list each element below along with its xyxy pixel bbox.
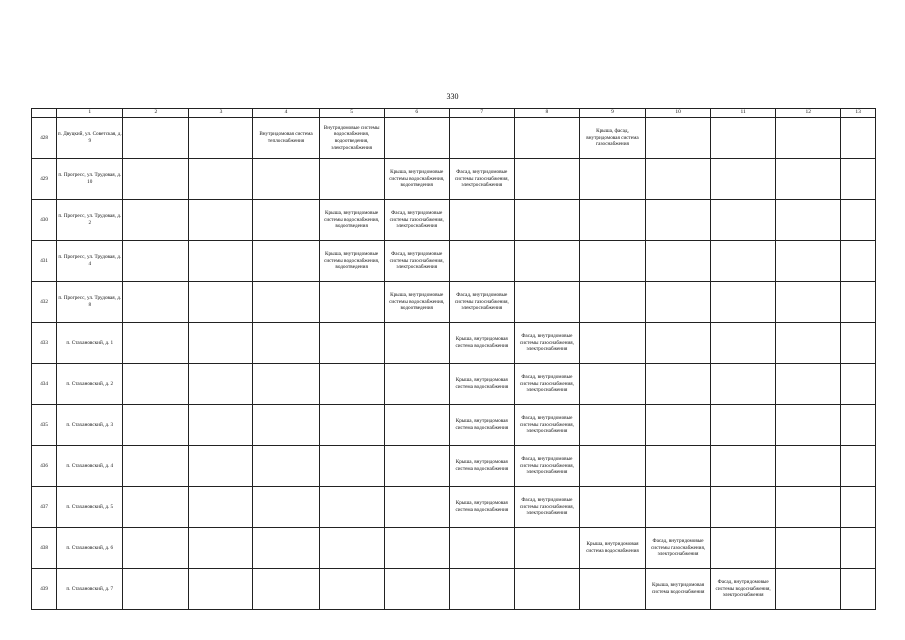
work-cell (253, 200, 319, 241)
table-body (32, 109, 876, 610)
work-cell (646, 487, 711, 528)
work-cell (449, 241, 514, 282)
work-cell (384, 364, 449, 405)
work-cell (253, 323, 319, 364)
row-number-cell: 433 (32, 323, 57, 364)
work-cell (841, 323, 876, 364)
header-cell: 7 (449, 109, 514, 118)
work-cell (319, 323, 384, 364)
work-cell (319, 487, 384, 528)
work-cell (253, 241, 319, 282)
work-cell (189, 405, 253, 446)
work-cell (449, 528, 514, 569)
row-number-cell: 431 (32, 241, 57, 282)
work-cell (123, 405, 189, 446)
table-row (32, 405, 876, 446)
work-cell (189, 528, 253, 569)
work-cell (514, 241, 579, 282)
work-cell (253, 282, 319, 323)
work-cell (123, 241, 189, 282)
work-cell (384, 446, 449, 487)
address-cell: п. Прогресс, ул. Трудовая, д. 4 (57, 241, 123, 282)
work-cell: Крыша, внутридомовые системы водоснабжения, водоотведения (384, 282, 449, 323)
work-cell (646, 118, 711, 159)
work-cell (579, 282, 645, 323)
work-cell (319, 569, 384, 610)
address-cell: п. Прогресс, ул. Трудовая, д. 10 (57, 159, 123, 200)
work-cell: Крыша, внутридомовая система водоснабжения (449, 405, 514, 446)
work-cell: Внутридомовая система теплоснабжения (253, 118, 319, 159)
work-cell (841, 446, 876, 487)
address-cell: п. Прогресс, ул. Трудовая, д. 2 (57, 200, 123, 241)
work-cell (384, 528, 449, 569)
work-cell (123, 118, 189, 159)
row-number-cell: 439 (32, 569, 57, 610)
work-cell (253, 159, 319, 200)
address-cell: п. Стахановский, д. 2 (57, 364, 123, 405)
work-cell (579, 487, 645, 528)
row-number-cell: 428 (32, 118, 57, 159)
work-cell (776, 241, 841, 282)
work-cell (189, 487, 253, 528)
table-row (32, 159, 876, 200)
work-cell (646, 364, 711, 405)
work-cell (841, 282, 876, 323)
work-cell: Внутридомовые системы водоснабжения, водоотведения, электроснабжения (319, 118, 384, 159)
work-cell (776, 323, 841, 364)
work-cell (579, 200, 645, 241)
work-cell: Фасад, внутридомовые системы газоснабжения, электроснабжения (514, 487, 579, 528)
work-cell (384, 487, 449, 528)
work-cell: Фасад, внутридомовые системы газоснабжения, электроснабжения (514, 364, 579, 405)
address-cell: п. Стахановский, д. 1 (57, 323, 123, 364)
work-cell (646, 405, 711, 446)
work-cell (579, 241, 645, 282)
work-cell (384, 118, 449, 159)
work-cell (514, 159, 579, 200)
header-cell-num (32, 109, 57, 118)
header-cell: 12 (776, 109, 841, 118)
work-cell (189, 569, 253, 610)
work-cell (841, 364, 876, 405)
table-row (32, 323, 876, 364)
work-cell: Фасад, внутридомовые системы газоснабжения, электроснабжения (384, 241, 449, 282)
work-cell (514, 528, 579, 569)
work-cell (579, 405, 645, 446)
work-cell: Фасад, внутридомовые системы газоснабжения, электроснабжения (514, 405, 579, 446)
work-cell (711, 118, 776, 159)
work-cell (514, 200, 579, 241)
row-number-cell: 436 (32, 446, 57, 487)
work-cell (579, 323, 645, 364)
address-cell: п. Стахановский, д. 7 (57, 569, 123, 610)
table-row (32, 200, 876, 241)
work-cell (841, 159, 876, 200)
row-number-cell: 435 (32, 405, 57, 446)
work-cell (646, 282, 711, 323)
work-cell (253, 569, 319, 610)
header-cell: 8 (514, 109, 579, 118)
work-cell (841, 405, 876, 446)
table-row (32, 528, 876, 569)
work-cell (319, 405, 384, 446)
address-cell: п. Стахановский, д. 6 (57, 528, 123, 569)
work-cell (711, 159, 776, 200)
work-cell (776, 487, 841, 528)
work-cell (711, 323, 776, 364)
work-cell (189, 241, 253, 282)
table-row (32, 364, 876, 405)
work-cell (319, 159, 384, 200)
header-cell: 4 (253, 109, 319, 118)
work-cell (776, 200, 841, 241)
work-cell (776, 364, 841, 405)
header-cell: 9 (579, 109, 645, 118)
work-cell: Фасад, внутридомовые системы газоснабжения, электроснабжения (514, 323, 579, 364)
work-cell (711, 241, 776, 282)
address-cell: п. Двуцкий, ул. Советская, д. 9 (57, 118, 123, 159)
work-cell (123, 323, 189, 364)
work-cell (579, 364, 645, 405)
header-row (32, 109, 876, 118)
work-cell (189, 364, 253, 405)
work-cell (253, 364, 319, 405)
work-cell (711, 528, 776, 569)
table-row (32, 118, 876, 159)
work-cell (841, 118, 876, 159)
work-cell (123, 200, 189, 241)
work-cell (189, 282, 253, 323)
work-cell (514, 282, 579, 323)
work-cell (646, 446, 711, 487)
work-cell (711, 200, 776, 241)
work-cell (449, 200, 514, 241)
work-cell (776, 405, 841, 446)
work-cell (711, 446, 776, 487)
work-cell (579, 159, 645, 200)
repair-schedule-table (31, 108, 876, 610)
work-cell (384, 405, 449, 446)
table-row (32, 282, 876, 323)
work-cell (841, 241, 876, 282)
work-cell (579, 446, 645, 487)
row-number-cell: 437 (32, 487, 57, 528)
work-cell (711, 405, 776, 446)
work-cell: Крыша, внутридомовая система водоснабжения (449, 487, 514, 528)
work-cell (123, 159, 189, 200)
work-cell: Фасад, внутридомовые системы газоснабжения, электроснабжения (514, 446, 579, 487)
work-cell (189, 446, 253, 487)
header-cell: 13 (841, 109, 876, 118)
work-cell (189, 118, 253, 159)
work-cell (841, 528, 876, 569)
address-cell: п. Стахановский, д. 4 (57, 446, 123, 487)
work-cell: Фасад, внутридомовые системы газоснабжения, электроснабжения (646, 528, 711, 569)
work-cell: Фасад, внутридомовые системы газоснабжения, электроснабжения (449, 282, 514, 323)
work-cell (123, 364, 189, 405)
work-cell (384, 569, 449, 610)
work-cell (711, 364, 776, 405)
work-cell (123, 528, 189, 569)
work-cell (646, 323, 711, 364)
work-cell: Крыша, внутридомовые системы водоснабжения, водоотведения (319, 200, 384, 241)
page-number: 330 (446, 92, 459, 101)
work-cell (646, 159, 711, 200)
work-cell (449, 569, 514, 610)
work-cell: Крыша, фасад, внутридомовая система газоснабжения (579, 118, 645, 159)
work-cell: Фасад, внутридомовые системы газоснабжения, электроснабжения (384, 200, 449, 241)
work-cell: Крыша, внутридомовая система водоснабжения (579, 528, 645, 569)
work-cell (646, 241, 711, 282)
header-cell: 1 (57, 109, 123, 118)
work-cell (384, 323, 449, 364)
work-cell (319, 364, 384, 405)
table-row (32, 446, 876, 487)
header-cell: 6 (384, 109, 449, 118)
work-cell: Фасад, внутридомовые системы водоснабжения, электроснабжения (711, 569, 776, 610)
work-cell (449, 118, 514, 159)
work-cell (253, 528, 319, 569)
header-cell: 2 (123, 109, 189, 118)
work-cell (841, 569, 876, 610)
work-cell (253, 446, 319, 487)
work-cell (711, 487, 776, 528)
work-cell (189, 200, 253, 241)
work-cell (579, 569, 645, 610)
work-cell: Крыша, внутридомовая система водоснабжения (646, 569, 711, 610)
work-cell (189, 323, 253, 364)
work-cell (776, 159, 841, 200)
work-cell (514, 569, 579, 610)
work-cell: Фасад, внутридомовые системы газоснабжения, электроснабжения (449, 159, 514, 200)
header-cell: 10 (646, 109, 711, 118)
row-number-cell: 432 (32, 282, 57, 323)
work-cell: Крыша, внутридомовые системы водоснабжения, водоотведения (319, 241, 384, 282)
work-cell (841, 200, 876, 241)
table-row (32, 487, 876, 528)
row-number-cell: 434 (32, 364, 57, 405)
work-cell (123, 569, 189, 610)
work-cell: Крыша, внутридомовая система водоснабжения (449, 446, 514, 487)
work-cell (514, 118, 579, 159)
work-cell: Крыша, внутридомовые системы водоснабжения, водоотведения (384, 159, 449, 200)
table-row (32, 241, 876, 282)
work-cell (123, 487, 189, 528)
table-row (32, 569, 876, 610)
work-cell (123, 446, 189, 487)
header-cell: 5 (319, 109, 384, 118)
work-cell (123, 282, 189, 323)
address-cell: п. Стахановский, д. 3 (57, 405, 123, 446)
work-cell (646, 200, 711, 241)
work-cell (319, 528, 384, 569)
header-cell: 11 (711, 109, 776, 118)
header-cell: 3 (189, 109, 253, 118)
work-cell (319, 446, 384, 487)
work-cell (319, 282, 384, 323)
row-number-cell: 430 (32, 200, 57, 241)
work-cell (253, 405, 319, 446)
work-cell (711, 282, 776, 323)
work-cell (776, 569, 841, 610)
work-cell (776, 528, 841, 569)
row-number-cell: 429 (32, 159, 57, 200)
work-cell (189, 159, 253, 200)
address-cell: п. Стахановский, д. 5 (57, 487, 123, 528)
address-cell: п. Прогресс, ул. Трудовая, д. 8 (57, 282, 123, 323)
work-cell: Крыша, внутридомовая система водоснабжения (449, 323, 514, 364)
work-cell (253, 487, 319, 528)
work-cell (776, 118, 841, 159)
work-cell (776, 282, 841, 323)
work-cell (841, 487, 876, 528)
work-cell (776, 446, 841, 487)
row-number-cell: 438 (32, 528, 57, 569)
work-cell: Крыша, внутридомовая система водоснабжения (449, 364, 514, 405)
